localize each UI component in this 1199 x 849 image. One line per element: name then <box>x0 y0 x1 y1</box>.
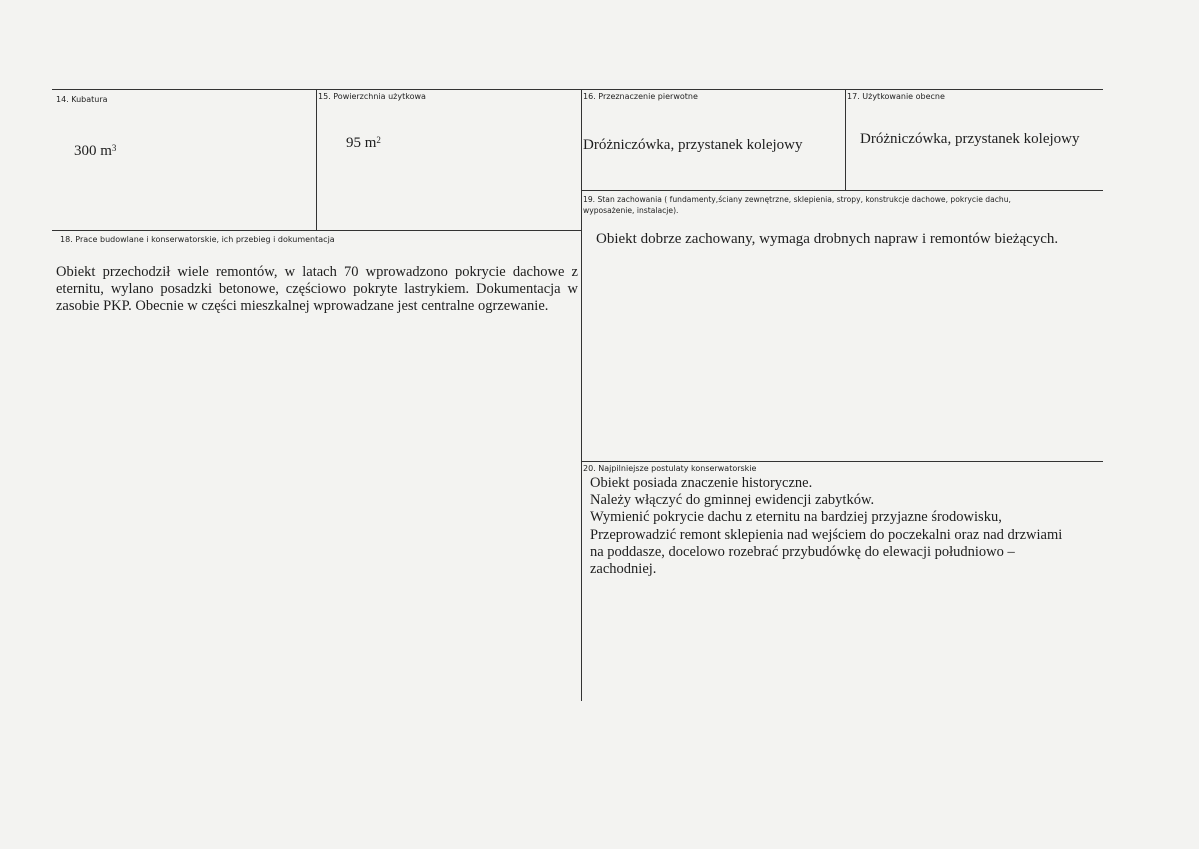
field-16-label: 16. Przeznaczenie pierwotne <box>583 92 698 101</box>
field-15-number: 95 m <box>346 135 377 151</box>
field-19-label-line2: wyposażenie, instalacje). <box>583 206 679 215</box>
field-20-line: zachodniej. <box>590 561 657 578</box>
row-line-19 <box>581 190 1103 191</box>
field-20-label: 20. Najpilniejsze postulaty konserwatorskie <box>583 464 757 473</box>
field-15-sup: 2 <box>376 135 381 145</box>
field-15-label: 15. Powierzchnia użytkowa <box>318 92 426 101</box>
field-14-sup: 3 <box>111 143 117 153</box>
field-20-line: na poddasze, docelowo rozebrać przybudówkę do elewacji południowo – <box>590 543 1015 560</box>
field-20-list <box>590 475 1062 578</box>
field-20-line: Obiekt posiada znaczenie historyczne. <box>590 475 813 491</box>
row-line-18 <box>52 230 581 231</box>
field-20-line: Wymienić pokrycie dachu z eternitu na bardziej przyjazne środowisku, <box>590 509 1002 526</box>
field-16-value: Dróżniczówka, przystanek kolejowy <box>583 137 803 153</box>
field-14-value <box>74 143 116 160</box>
divider-14-15 <box>316 89 317 230</box>
field-18-label: 18. Prace budowlane i konserwatorskie, ich przebieg i dokumentacja <box>60 235 335 244</box>
divider-16-17 <box>845 89 846 191</box>
row-line-20 <box>581 461 1103 462</box>
field-14-label: 14. Kubatura <box>56 95 108 104</box>
field-20-line: Przeprowadzić remont sklepienia nad wejściem do poczekalni oraz nad drzwiami <box>590 526 1063 543</box>
field-17-label: 17. Użytkowanie obecne <box>847 92 945 101</box>
field-15-value <box>346 135 381 152</box>
field-18-text: Obiekt przechodził wiele remontów, w latach 70 wprowadzono pokrycie dachowe z eternitu, wylano posadzki betonowe, częściowo pokryte lastrykiem. Dokumentacja w zasobie PKP. Obecnie w części mieszkalnej wprowadzane jest centralne ogrzewanie. <box>56 264 578 314</box>
field-17-value: Dróżniczówka, przystanek kolejowy <box>860 131 1080 147</box>
field-19-value: Obiekt dobrze zachowany, wymaga drobnych napraw i remontów bieżących. <box>596 231 1059 247</box>
top-border-line <box>52 89 1103 90</box>
center-divider <box>581 89 582 701</box>
field-19-label-line1: 19. Stan zachowania ( fundamenty,ściany zewnętrzne, sklepienia, stropy, konstrukcje dachowe, pokrycie dachu, <box>583 195 1011 204</box>
field-20-line: Należy włączyć do gminnej ewidencji zabytków. <box>590 492 875 509</box>
field-14-number: 300 m <box>74 143 112 159</box>
